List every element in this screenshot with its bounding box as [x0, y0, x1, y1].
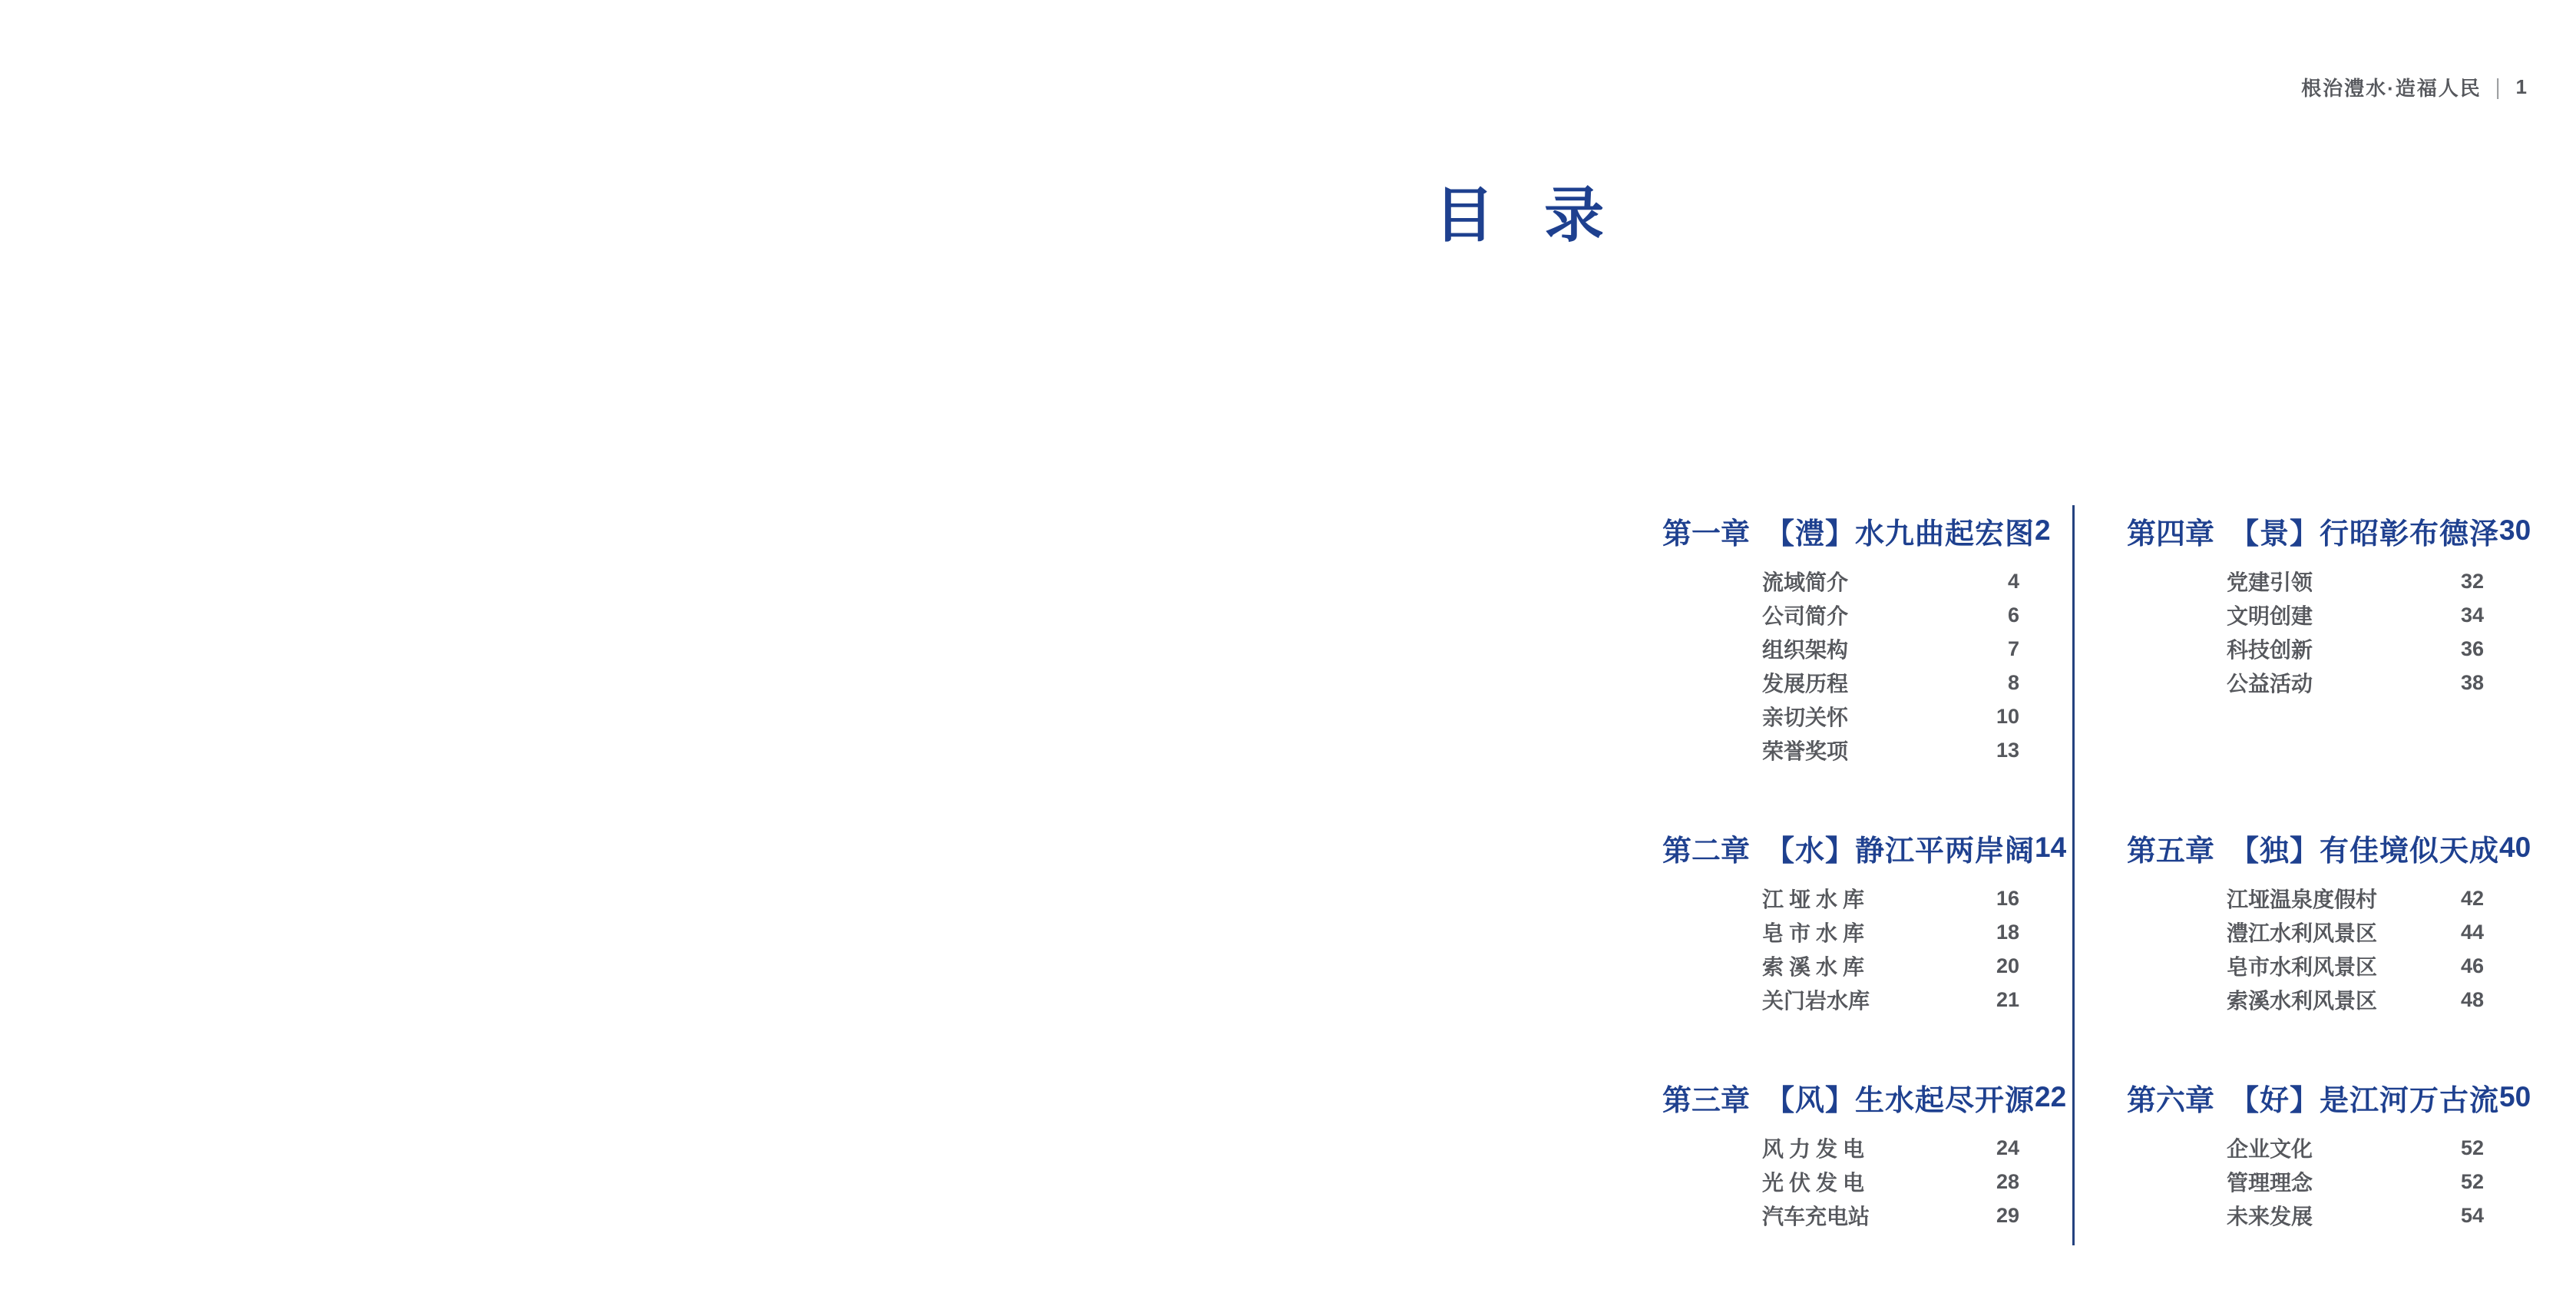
toc-item[interactable]	[2127, 598, 2484, 632]
toc-item-page-number: 46	[2460, 954, 2484, 977]
chapter-title: 【澧】水九曲起宏图	[1765, 517, 2035, 551]
toc-column-left	[1662, 513, 2067, 1265]
toc-item-name: 汽车充电站	[1762, 1205, 1870, 1228]
chapter-page-number: 2	[2035, 514, 2051, 546]
toc-column-right	[2127, 513, 2531, 1265]
toc-item-page-number: 48	[2460, 987, 2484, 1011]
chapter-block	[1662, 1080, 2067, 1232]
toc-item-page-number: 38	[2460, 670, 2484, 694]
toc-item[interactable]	[2127, 983, 2484, 1017]
toc-item[interactable]	[2127, 1165, 2484, 1199]
toc-item-name: 关门岩水库	[1762, 989, 1870, 1013]
chapter-label: 第四章	[2127, 517, 2215, 551]
toc-container	[1662, 513, 2531, 1265]
toc-item-name: 荣誉奖项	[1762, 739, 1849, 763]
chapter-entry[interactable]	[1662, 830, 2067, 868]
toc-item-page-number: 36	[2460, 636, 2484, 660]
toc-item[interactable]	[2127, 564, 2484, 598]
toc-item-name: 风力发电	[1762, 1137, 1870, 1161]
toc-item-name: 管理理念	[2227, 1171, 2313, 1195]
toc-item[interactable]	[1662, 666, 2019, 699]
toc-item[interactable]	[2127, 949, 2484, 983]
page-title: 目 录	[1434, 181, 1607, 249]
chapter-page-number: 22	[2035, 1081, 2067, 1113]
toc-item[interactable]	[1662, 1199, 2019, 1232]
toc-item-name: 江垭水库	[1762, 888, 1870, 911]
toc-item-name: 澧江水利风景区	[2227, 921, 2378, 945]
toc-item-page-number: 4	[2007, 569, 2019, 593]
toc-item[interactable]	[1662, 598, 2019, 632]
toc-item-name: 公益活动	[2227, 672, 2313, 696]
chapter-block	[2127, 1080, 2531, 1232]
toc-item-name: 流域简介	[1762, 570, 1849, 594]
chapter-entry[interactable]	[1662, 1080, 2067, 1117]
chapter-label: 第三章	[1662, 1084, 1751, 1117]
chapter-block	[1662, 513, 2051, 767]
toc-item-name: 组织架构	[1762, 638, 1849, 662]
toc-item-name: 企业文化	[2227, 1137, 2313, 1161]
toc-item-name: 党建引领	[2227, 570, 2313, 594]
toc-item-page-number: 42	[2460, 886, 2484, 910]
toc-item-name: 皂市水库	[1762, 921, 1870, 945]
header-slogan: 根治澧水·造福人民	[2301, 77, 2482, 100]
toc-item[interactable]	[1662, 881, 2019, 915]
toc-item-name: 文明创建	[2227, 604, 2313, 628]
chapter-label: 第五章	[2127, 835, 2215, 868]
chapter-title: 【独】有佳境似天成	[2230, 835, 2500, 868]
toc-item[interactable]	[1662, 564, 2019, 598]
toc-item-page-number: 24	[1996, 1136, 2019, 1159]
page-header	[2301, 73, 2528, 101]
chapter-entry[interactable]	[2127, 830, 2531, 868]
header-page-number: 1	[2515, 75, 2528, 98]
chapter-title: 【好】是江河万古流	[2230, 1084, 2500, 1117]
chapter-title: 【风】生水起尽开源	[1765, 1084, 2035, 1117]
toc-item[interactable]	[2127, 881, 2484, 915]
toc-item-name: 索溪水库	[1762, 955, 1870, 979]
toc-item[interactable]	[2127, 1131, 2484, 1165]
toc-item-page-number: 21	[1996, 987, 2019, 1011]
toc-item[interactable]	[1662, 949, 2019, 983]
toc-item-page-number: 13	[1996, 738, 2019, 762]
chapter-title: 【水】静江平两岸阔	[1765, 835, 2035, 868]
toc-item-name: 发展历程	[1762, 672, 1849, 696]
toc-item[interactable]	[1662, 699, 2019, 733]
toc-item-page-number: 8	[2007, 670, 2019, 694]
chapter-label: 第一章	[1662, 517, 1751, 551]
chapter-page-number: 30	[2499, 514, 2531, 546]
toc-item-page-number: 16	[1996, 886, 2019, 910]
toc-item-name: 公司简介	[1762, 604, 1849, 628]
toc-item-page-number: 34	[2460, 603, 2484, 627]
column-divider	[2072, 505, 2075, 1245]
toc-item[interactable]	[1662, 733, 2019, 767]
toc-item[interactable]	[2127, 632, 2484, 666]
toc-item[interactable]	[2127, 915, 2484, 949]
chapter-page-number: 14	[2035, 832, 2067, 863]
toc-item[interactable]	[1662, 1165, 2019, 1199]
toc-item-page-number: 54	[2460, 1203, 2484, 1227]
toc-item[interactable]	[2127, 666, 2484, 699]
chapter-page-number: 50	[2499, 1081, 2531, 1113]
toc-item[interactable]	[1662, 915, 2019, 949]
toc-item-page-number: 18	[1996, 920, 2019, 944]
toc-item-name: 科技创新	[2227, 638, 2313, 662]
toc-item-name: 未来发展	[2227, 1205, 2313, 1228]
toc-item-page-number: 29	[1996, 1203, 2019, 1227]
toc-item-page-number: 28	[1996, 1169, 2019, 1193]
chapter-entry[interactable]	[2127, 513, 2531, 551]
toc-item-name: 江垭温泉度假村	[2227, 888, 2378, 911]
chapter-entry[interactable]	[2127, 1080, 2531, 1117]
toc-item-name: 光伏发电	[1762, 1171, 1870, 1195]
toc-item-page-number: 32	[2460, 569, 2484, 593]
toc-item-page-number: 6	[2007, 603, 2019, 627]
toc-item[interactable]	[2127, 1199, 2484, 1232]
toc-item-name: 亲切关怀	[1762, 706, 1849, 729]
toc-item[interactable]	[1662, 632, 2019, 666]
chapter-entry[interactable]	[1662, 513, 2051, 551]
chapter-block	[1662, 830, 2067, 1017]
chapter-title: 【景】行昭彰布德泽	[2230, 517, 2500, 551]
toc-item-name: 皂市水利风景区	[2227, 955, 2378, 979]
toc-item[interactable]	[1662, 1131, 2019, 1165]
chapter-block	[2127, 830, 2531, 1017]
header-divider: |	[2495, 74, 2502, 100]
toc-item-page-number: 44	[2460, 920, 2484, 944]
chapter-block	[2127, 513, 2531, 699]
toc-item-page-number: 52	[2460, 1169, 2484, 1193]
toc-item-page-number: 10	[1996, 704, 2019, 728]
toc-item-page-number: 7	[2007, 636, 2019, 660]
toc-item[interactable]	[1662, 983, 2019, 1017]
chapter-label: 第二章	[1662, 835, 1751, 868]
toc-item-page-number: 52	[2460, 1136, 2484, 1159]
toc-item-page-number: 20	[1996, 954, 2019, 977]
chapter-page-number: 40	[2499, 832, 2531, 863]
toc-item-name: 索溪水利风景区	[2227, 989, 2378, 1013]
chapter-label: 第六章	[2127, 1084, 2215, 1117]
